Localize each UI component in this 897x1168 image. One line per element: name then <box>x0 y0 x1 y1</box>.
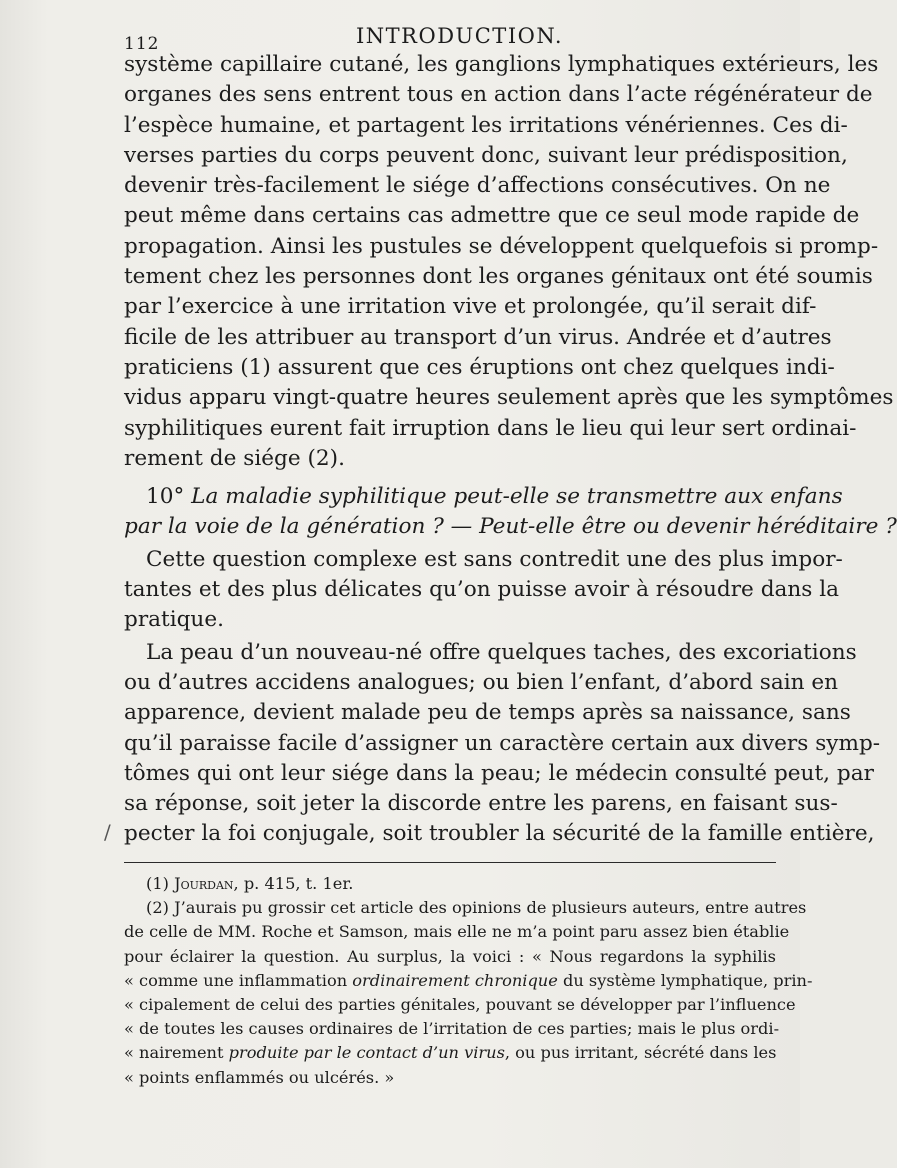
footnote-line <box>124 1066 776 1090</box>
text-line <box>124 141 848 171</box>
text-line <box>124 383 894 413</box>
text-line-italic: par la voie de la génération ? — Peut-elle être ou devenir héréditaire ? <box>124 514 897 540</box>
text-line-text: tantes et des plus délicates qu’on puisse avoir à résoudre dans la <box>124 577 840 603</box>
text-line-text: 10° <box>146 484 192 510</box>
footnote-line-italic: ordinairement chronique <box>352 970 558 990</box>
text-line-text: verses parties du corps peuvent donc, suivant leur prédisposition, <box>124 142 848 168</box>
text-line <box>124 698 851 728</box>
text-line <box>124 201 860 231</box>
footnote-line-text: « points enflammés ou ulcérés. » <box>124 1067 395 1087</box>
text-line <box>124 545 843 575</box>
text-line <box>124 819 875 849</box>
footnote-line-text: « cipalement de celui des parties génitales, pouvant se développer par l’influence <box>124 994 796 1014</box>
text-line <box>124 111 848 141</box>
text-line <box>124 353 835 383</box>
footnote-line-text: « comme une inflammation <box>124 970 353 990</box>
text-line <box>124 444 776 474</box>
text-line <box>124 292 817 322</box>
text-line-text: ou d’autres accidens analogues; ou bien l’enfant, d’abord sain en <box>124 669 839 695</box>
footnote-line <box>124 993 796 1017</box>
text-line <box>124 605 776 635</box>
text-line <box>124 512 897 542</box>
footnote-line-text: pour éclairer la question. Au surplus, la voici : « Nous regardons la syphilis <box>124 946 776 966</box>
footnote-line <box>124 920 790 944</box>
text-line-text: système capillaire cutané, les ganglions lymphatiques extérieurs, les <box>124 52 879 77</box>
text-line <box>124 232 879 262</box>
footnote-line <box>124 1041 776 1065</box>
text-line <box>124 171 831 201</box>
text-line-text: La peau d’un nouveau-né offre quelques taches, des excoriations <box>146 639 857 665</box>
footnote-line-italic: produite par le contact d’un virus <box>228 1043 505 1063</box>
footnotes <box>124 872 813 1090</box>
text-line-text: apparence, devient malade peu de temps après sa naissance, sans <box>124 700 851 726</box>
footnote-line <box>124 945 776 969</box>
text-line-text: tement chez les personnes dont les organes génitaux ont été soumis <box>124 264 873 290</box>
text-line-text: tômes qui ont leur siége dans la peau; le médecin consulté peut, par <box>124 760 874 786</box>
footnote-2 <box>124 896 813 1090</box>
text-line-text: pecter la foi conjugale, soit troubler la sécurité de la famille entière, <box>124 821 875 847</box>
footnote-1-mark: (1) <box>146 874 175 893</box>
text-line-text: organes des sens entrent tous en action dans l’acte régénérateur de <box>124 82 873 108</box>
footnote-1-ref: , p. 415, t. 1er. <box>233 874 354 893</box>
text-line-text: qu’il paraisse facile d’assigner un caractère certain aux divers symp- <box>124 730 881 756</box>
text-line <box>124 80 873 110</box>
page-number: 112 <box>124 34 160 54</box>
text-line <box>124 668 839 698</box>
footnote-line-text: de celle de MM. Roche et Samson, mais elle ne m’a point paru assez bien établie <box>124 922 790 942</box>
text-line-text: ficile de les attribuer au transport d’un virus. Andrée et d’autres <box>124 324 832 350</box>
text-line-text: l’espèce humaine, et partagent les irritations vénériennes. Ces di- <box>124 112 848 138</box>
text-line-text: pratique. <box>124 607 224 633</box>
text-line-text: rement de siége (2). <box>124 445 345 471</box>
footnote-1-author: Jourdan <box>174 874 234 893</box>
text-line-text: propagation. Ainsi les pustules se développent quelquefois si promp- <box>124 233 879 259</box>
footnote-rule <box>124 862 776 863</box>
text-line <box>124 789 838 819</box>
text-line <box>124 262 873 292</box>
text-line <box>124 482 843 512</box>
footnote-line-text: (2) J’aurais pu grossir cet article des opinions de plusieurs auteurs, entre autres <box>146 898 807 918</box>
margin-mark: / <box>104 820 111 844</box>
text-line-italic: La maladie syphilitique peut-elle se transmettre aux enfans <box>191 484 843 510</box>
text-line-text: sa réponse, soit jeter la discorde entre les parens, en faisant sus- <box>124 791 838 817</box>
text-line-text: praticiens (1) assurent que ces éruptions ont chez quelques indi- <box>124 354 835 380</box>
footnote-line-text: , ou pus irritant, sécrété dans les <box>504 1043 777 1063</box>
body-text <box>124 50 897 850</box>
text-line <box>124 759 874 789</box>
text-line-text: syphilitiques eurent fait irruption dans le lieu qui leur sert ordinai- <box>124 415 857 441</box>
text-line <box>124 414 857 444</box>
text-line <box>124 729 881 759</box>
text-line <box>124 323 832 353</box>
running-title: INTRODUCTION. <box>356 24 564 48</box>
footnote-line-text: « de toutes les causes ordinaires de l’irritation de ces parties; mais le plus ordi- <box>124 1019 780 1039</box>
text-line-text: peut même dans certains cas admettre que ce seul mode rapide de <box>124 203 860 229</box>
text-line <box>124 638 857 668</box>
text-line <box>124 50 879 80</box>
text-line-text: vidus apparu vingt-quatre heures seulement après que les symptômes <box>124 385 894 411</box>
footnote-line <box>124 896 807 920</box>
text-line-text: par l’exercice à une irritation vive et prolongée, qu’il serait dif- <box>124 294 817 320</box>
text-line-text: devenir très-facilement le siége d’affections consécutives. On ne <box>124 173 831 199</box>
footnote-line <box>124 969 813 993</box>
footnote-line-text: « nairement <box>124 1043 229 1063</box>
text-line <box>124 575 840 605</box>
footnote-line <box>124 1017 780 1041</box>
footnote-1 <box>124 872 776 896</box>
text-line-text: Cette question complexe est sans contredit une des plus impor- <box>146 546 843 572</box>
footnote-line-text: du système lymphatique, prin- <box>557 970 813 990</box>
